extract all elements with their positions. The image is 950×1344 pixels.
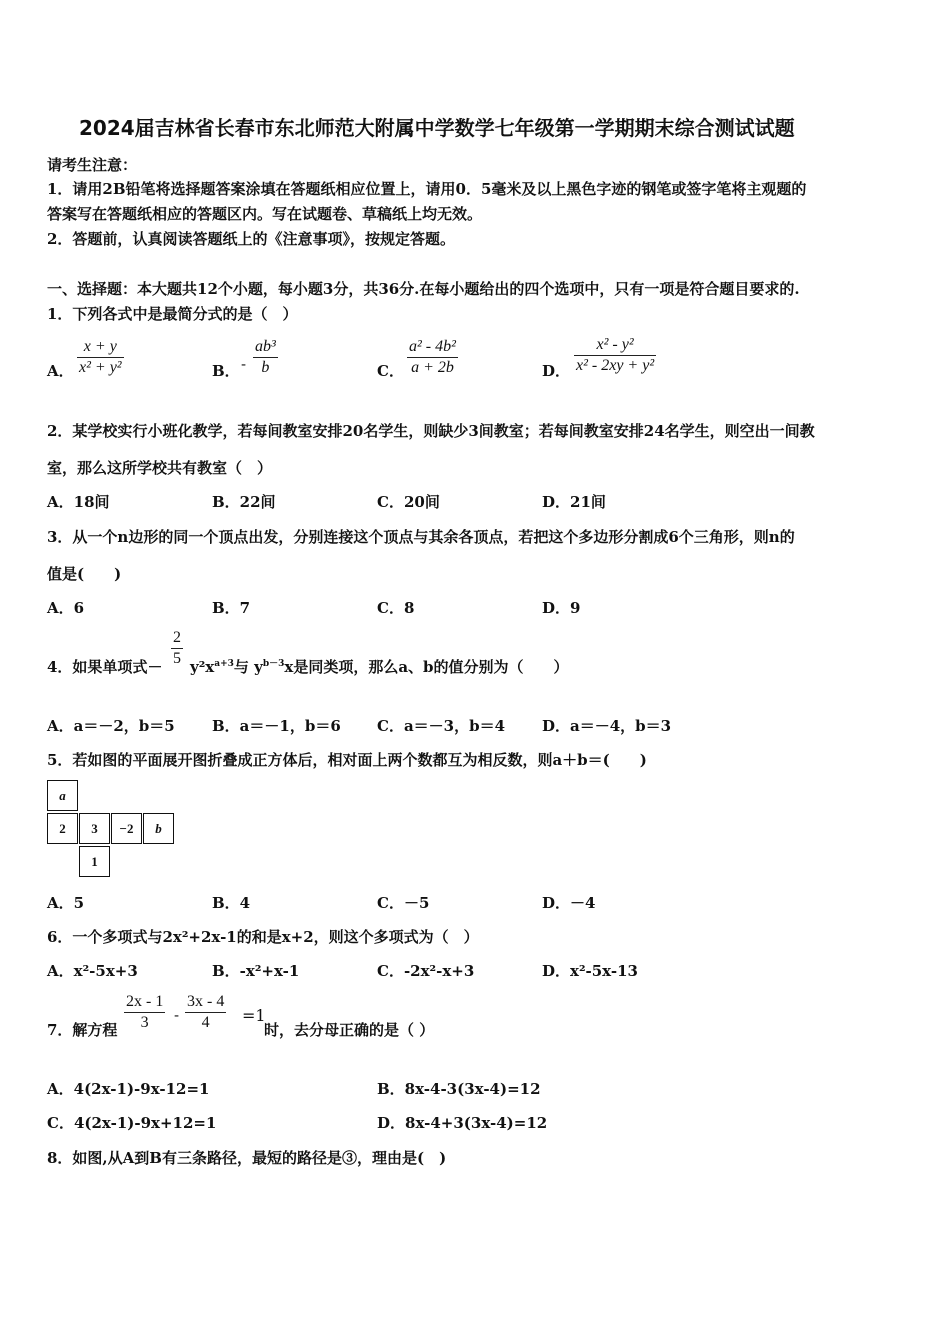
q7-f1-denominator: 3 [140, 1014, 149, 1031]
q2-option-b: B．22间 [212, 493, 276, 511]
q5-cell-2: 2 [47, 813, 78, 844]
q1-b-denominator: b [261, 359, 270, 376]
notice-line2: 2．答题前，认真阅读答题纸上的《注意事项》，按规定答题。 [47, 230, 455, 248]
q2-stem-line1: 2．某学校实行小班化教学，若每间教室安排20名学生，则缺少3间教室；若每间教室安排24名学生，则空出一间教 [47, 422, 815, 440]
q1-d-numerator: x² - y² [596, 336, 634, 353]
q2-option-c: C．20间 [377, 493, 440, 511]
q4-suffix: x是同类项，那么a、b的值分别为（ ） [284, 658, 569, 676]
q5-cell-b: b [143, 813, 174, 844]
q1-option-b-fraction [253, 338, 278, 377]
q4-term1-exponent: a+3 [214, 659, 234, 669]
q4-term1: y²x [190, 658, 215, 676]
q2-option-d: D．21间 [542, 493, 606, 511]
q3-option-c: C．8 [377, 599, 415, 617]
q5-cell-neg2: −2 [111, 813, 142, 844]
q6-option-b: B．-x²+x-1 [212, 962, 300, 980]
q1-option-d-fraction [574, 336, 656, 375]
q7-option-d: D．8x-4+3(3x-4)=12 [377, 1114, 548, 1132]
q5-option-a: A．5 [47, 894, 85, 912]
q5-cell-a: a [47, 780, 78, 811]
q7-stem-suffix: 时，去分母正确的是（ ） [264, 1021, 435, 1039]
q1-option-a-fraction [77, 338, 124, 377]
section-heading: 一、选择题：本大题共12个小题，每小题3分，共36分.在每小题给出的四个选项中，只有一项是符合题目要求的. [47, 280, 800, 298]
notice-line1b: 答案写在答题纸相应的答题区内。写在试题卷、草稿纸上均无效。 [47, 205, 483, 223]
q6-stem: 6．一个多项式与2x²+2x-1的和是x+2，则这个多项式为（ ） [47, 928, 479, 946]
q7-option-b: B．8x-4-3(3x-4)=12 [377, 1080, 541, 1098]
q7-f1-numerator: 2x - 1 [126, 993, 164, 1010]
q3-stem-line1: 3．从一个n边形的同一个顶点出发，分别连接这个顶点与其余各顶点，若把这个多边形分割成6个三角形，则n的 [47, 528, 795, 546]
q5-cell-1: 1 [79, 846, 110, 877]
q3-option-b: B．7 [212, 599, 251, 617]
q4-frac-numerator: 2 [173, 629, 181, 646]
q1-a-denominator: x² + y² [79, 359, 122, 376]
q7-fraction-2 [185, 993, 226, 1032]
q1-c-numerator: a² - 4b² [409, 338, 456, 355]
q5-cell-3: 3 [79, 813, 110, 844]
q7-f2-numerator: 3x - 4 [187, 993, 225, 1010]
q7-equals: =1 [242, 1006, 266, 1025]
q4-option-c: C．a＝－3，b＝4 [377, 717, 506, 735]
q4-option-b: B．a＝－1，b＝6 [212, 717, 341, 735]
q1-d-denominator: x² - 2xy + y² [576, 357, 655, 374]
q1-c-denominator: a + 2b [411, 359, 454, 376]
q4-coefficient-fraction [171, 629, 183, 668]
q1-b-sign: - [241, 355, 247, 373]
q5-option-b: B．4 [212, 894, 251, 912]
q1-label-b: B． [212, 362, 240, 380]
q1-a-numerator: x + y [83, 338, 117, 355]
q1-label-a: A． [47, 362, 74, 380]
q1-label-c: C． [377, 362, 404, 380]
q7-f2-denominator: 4 [201, 1014, 210, 1031]
q4-option-a: A．a＝－2，b＝5 [47, 717, 175, 735]
q3-stem-line2: 值是( ) [47, 565, 122, 583]
q4-option-d: D．a＝－4，b＝3 [542, 717, 672, 735]
notice-heading: 请考生注意： [47, 156, 138, 174]
q4-mid: 与 y [233, 658, 263, 676]
q1-label-d: D． [542, 362, 571, 380]
q1-option-c-fraction [407, 338, 458, 377]
q4-frac-denominator: 5 [173, 650, 181, 667]
page-title: 2024届吉林省长春市东北师范大附属中学数学七年级第一学期期末综合测试试题 [79, 116, 795, 140]
q5-option-c: C．－5 [377, 894, 430, 912]
q1-b-numerator: ab³ [255, 338, 276, 355]
q5-stem: 5．若如图的平面展开图折叠成正方体后，相对面上两个数都互为相反数，则a＋b＝( ) [47, 751, 647, 769]
q2-option-a: A．18间 [47, 493, 110, 511]
q4-stem-prefix: 4．如果单项式－ [47, 658, 163, 676]
q8-stem: 8．如图,从A到B有三条路径，最短的路径是③，理由是( ) [47, 1149, 447, 1167]
q7-option-c: C．4(2x-1)-9x+12=1 [47, 1114, 217, 1132]
q6-option-d: D．x²-5x-13 [542, 962, 638, 980]
q3-option-a: A．6 [47, 599, 85, 617]
q7-option-a: A．4(2x-1)-9x-12=1 [47, 1080, 210, 1098]
q7-stem-prefix: 7．解方程 [47, 1021, 118, 1039]
notice-line1a: 1．请用2B铅笔将选择题答案涂填在答题纸相应位置上，请用0．5毫米及以上黑色字迹的钢笔或签字笔将主观题的 [47, 180, 807, 198]
q4-term2-exponent: b－3 [262, 659, 285, 669]
q5-cube-net [47, 780, 179, 878]
q6-option-a: A．x²-5x+3 [47, 962, 138, 980]
q7-fraction-1 [124, 993, 165, 1032]
q5-option-d: D．－4 [542, 894, 596, 912]
q1-stem: 1．下列各式中是最简分式的是（ ） [47, 305, 298, 323]
q4-monomials [190, 656, 569, 677]
q3-option-d: D．9 [542, 599, 581, 617]
q2-stem-line2: 室，那么这所学校共有教室（ ） [47, 459, 273, 477]
q7-minus: - [174, 1006, 180, 1024]
q6-option-c: C．-2x²-x+3 [377, 962, 475, 980]
